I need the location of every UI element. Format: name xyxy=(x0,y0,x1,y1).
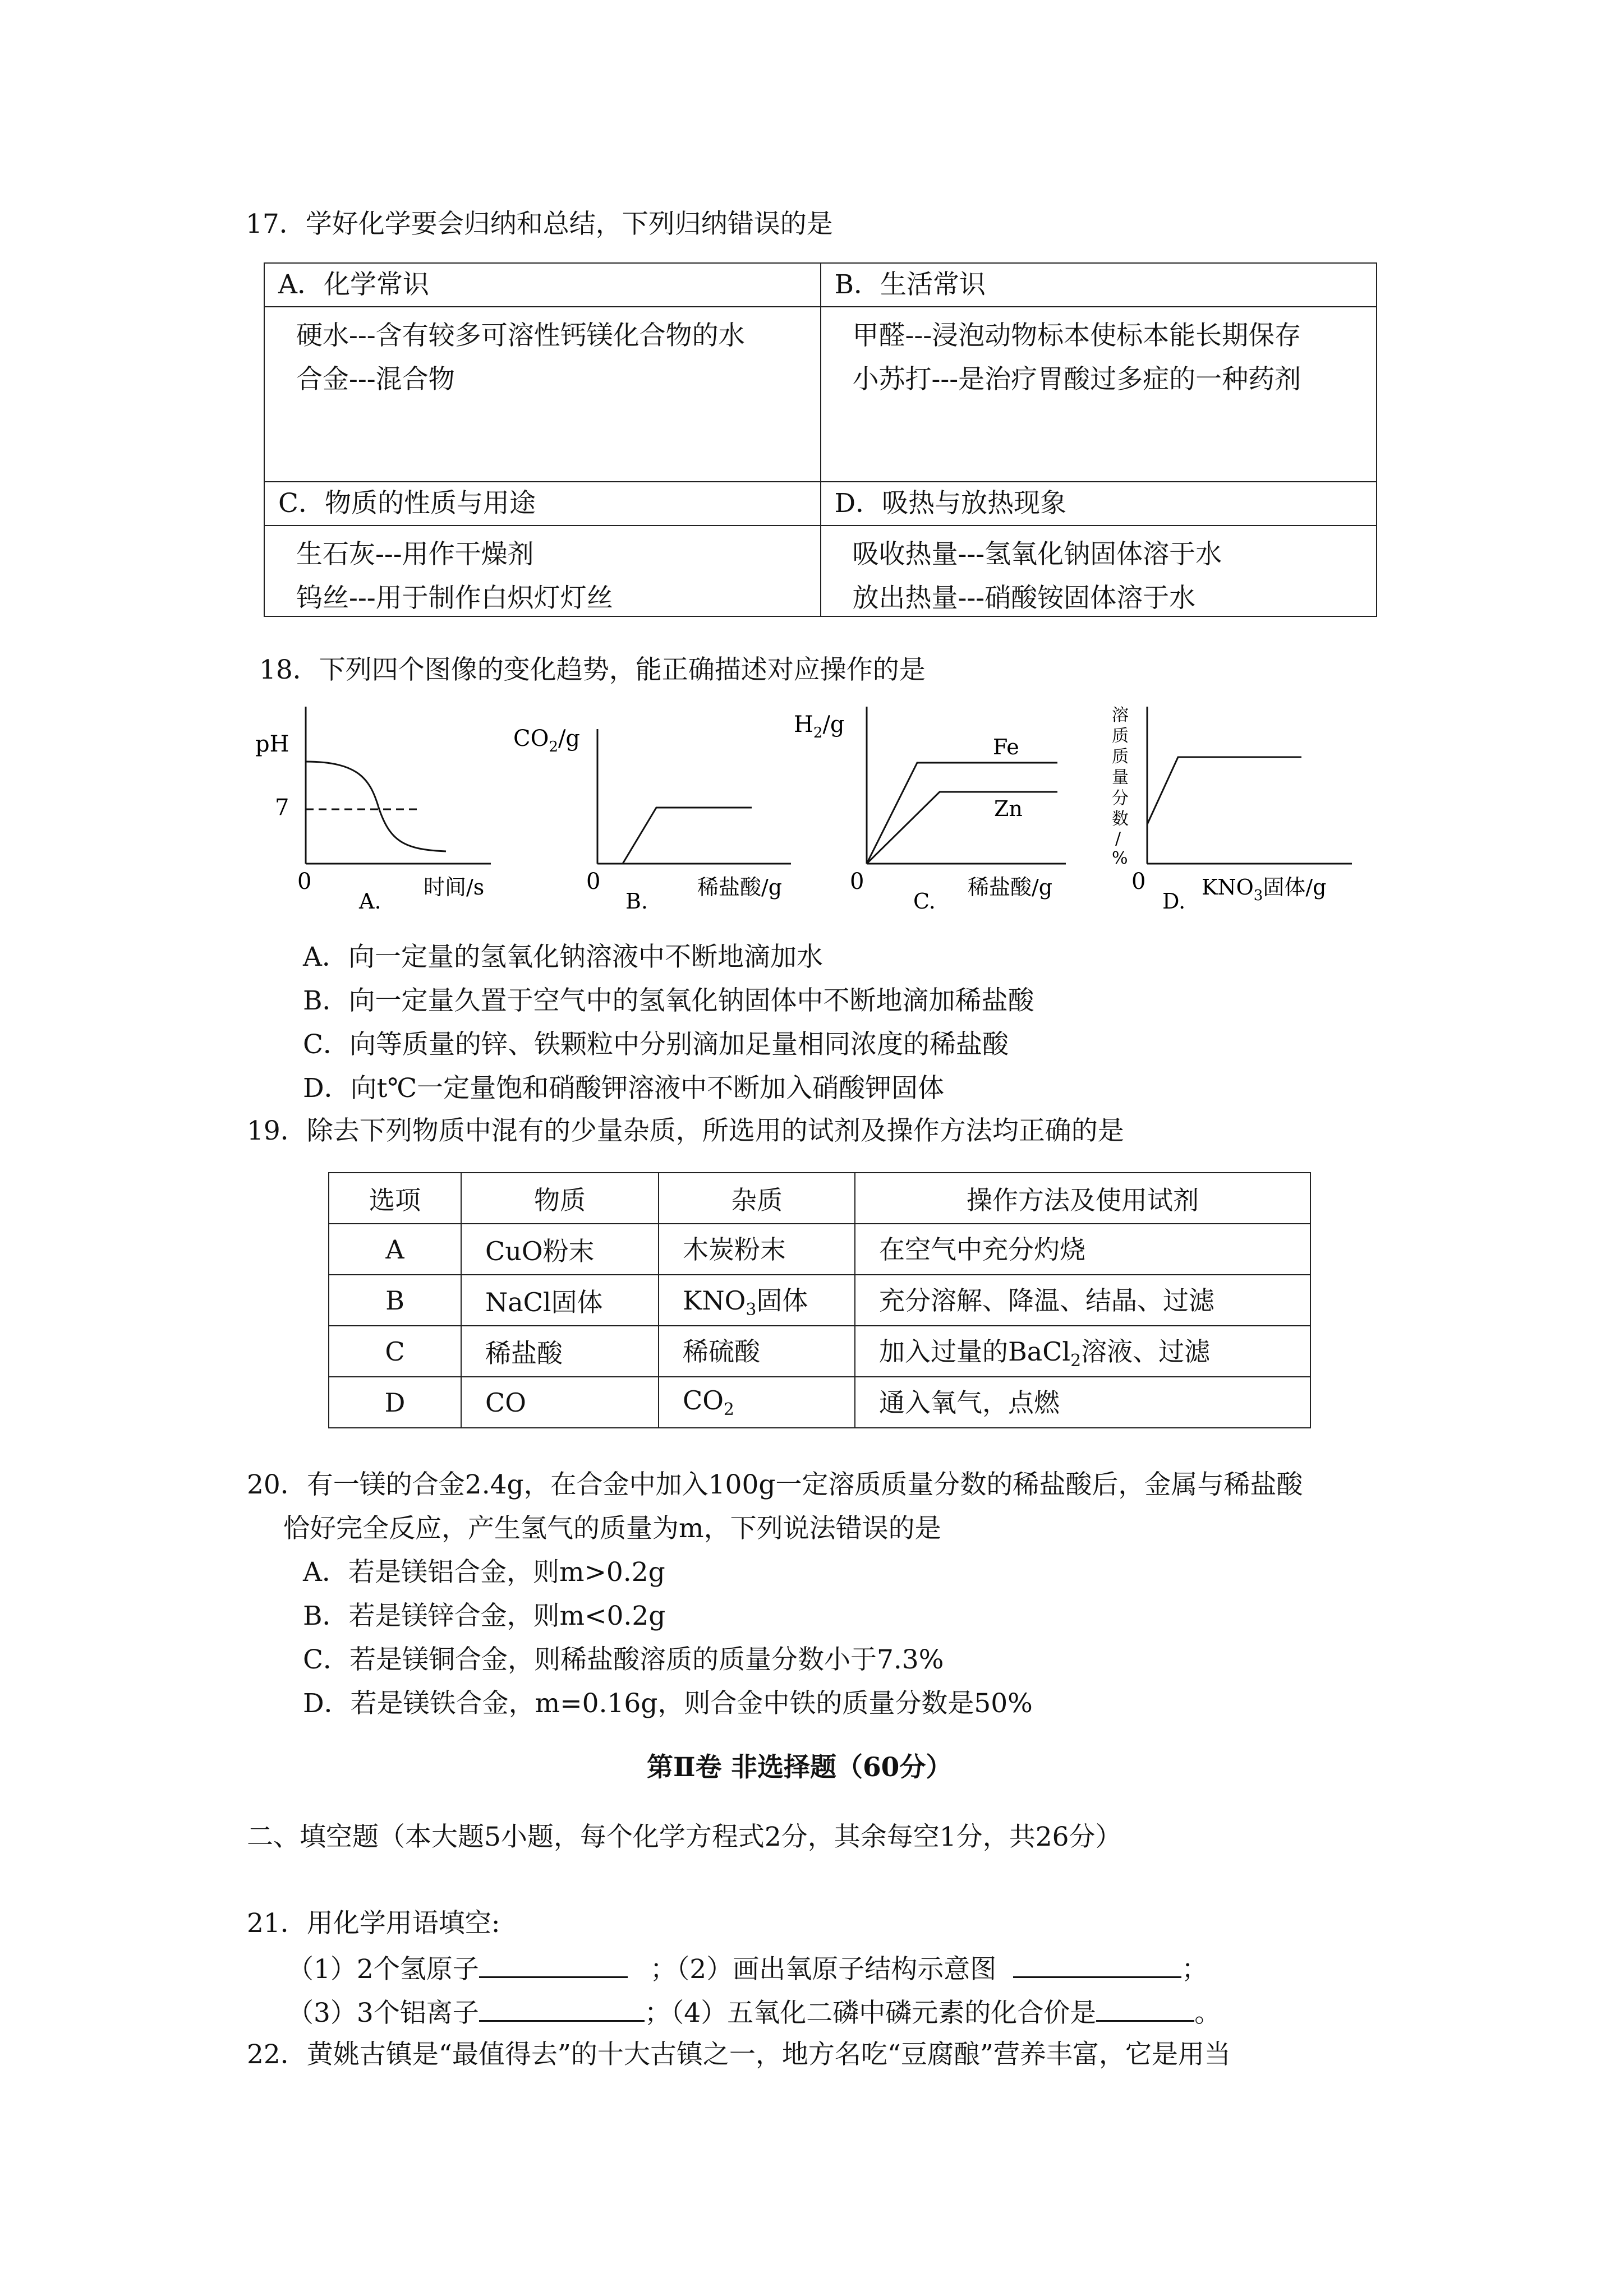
graph-d-letter: D. xyxy=(1162,889,1186,914)
q19-option: A xyxy=(329,1224,461,1275)
q19-table xyxy=(328,1172,1311,1428)
graph-b-letter: B. xyxy=(625,889,648,914)
q17-cell-d xyxy=(821,482,1377,525)
q17-cell-d-line: 吸收热量---氢氧化钠固体溶于水 xyxy=(852,539,1222,570)
q19-option: D xyxy=(329,1377,461,1428)
q19-substance: NaCl固体 xyxy=(461,1275,659,1326)
q18-stem: 18．下列四个图像的变化趋势，能正确描述对应操作的是 xyxy=(259,654,926,685)
svg-text:/: / xyxy=(1115,829,1121,849)
q19-header-row xyxy=(329,1173,1310,1224)
q19-stem: 19．除去下列物质中混有的少量杂质，所选用的试剂及操作方法均正确的是 xyxy=(247,1115,1124,1146)
graph-c-line-fe xyxy=(867,763,1057,864)
graph-d-xlabel: $KNO_3$固体/g xyxy=(1202,875,1327,904)
svg-text:量: 量 xyxy=(1112,768,1129,787)
q17-cell-c-header: C．物质的性质与用途 xyxy=(278,488,536,519)
graph-c-ylabel: $H_2/g$ xyxy=(794,712,845,741)
q21-stem: 21．用化学用语填空: xyxy=(247,1908,500,1939)
svg-text:质: 质 xyxy=(1112,726,1129,746)
table-row xyxy=(329,1377,1310,1428)
q17-cell-c xyxy=(264,482,821,525)
q21-blank-2[interactable] xyxy=(1013,1951,1181,1978)
q20-option-d: D．若是镁铁合金，m=0.16g，则合金中铁的质量分数是50% xyxy=(303,1688,1033,1719)
graph-b-xlabel: 稀盐酸/g xyxy=(697,875,783,900)
graph-d xyxy=(1112,706,1352,914)
section-title: 第Ⅱ卷 非选择题（60分） xyxy=(647,1752,953,1783)
q18-option-b: B．向一定量久置于空气中的氢氧化钠固体中不断地滴加稀盐酸 xyxy=(303,985,1034,1016)
svg-text:质: 质 xyxy=(1112,747,1129,767)
q17-cell-d-header: D．吸热与放热现象 xyxy=(834,488,1067,519)
q17-cell-b-body xyxy=(821,307,1377,482)
q19-impurity: 木炭粉末 xyxy=(659,1224,855,1275)
graph-c-origin: 0 xyxy=(850,869,864,895)
q19-header: 操作方法及使用试剂 xyxy=(855,1173,1310,1224)
graph-a xyxy=(255,707,491,914)
q17-cell-b xyxy=(821,263,1377,307)
q17-stem: 17．学好化学要会归纳和总结，下列归纳错误的是 xyxy=(246,209,833,239)
q17-cell-b-header: B．生活常识 xyxy=(834,269,986,300)
q17-table xyxy=(264,262,1377,617)
graph-b xyxy=(513,726,791,914)
graph-a-ylabel: pH xyxy=(255,731,289,757)
q17-cell-c-line: 钨丝---用于制作白炽灯灯丝 xyxy=(296,583,613,614)
q17-cell-a-header: A．化学常识 xyxy=(278,269,429,300)
q17-cell-a xyxy=(264,263,821,307)
q19-impurity: $CO_2$ xyxy=(659,1377,855,1428)
q19-method: 加入过量的BaCl$_2$溶液、过滤 xyxy=(855,1326,1310,1377)
q17-cell-c-body xyxy=(264,525,821,616)
q19-method: 充分溶解、降温、结晶、过滤 xyxy=(855,1275,1310,1326)
q20-line1: 20．有一镁的合金2.4g，在合金中加入100g一定溶质质量分数的稀盐酸后，金属与稀盐酸 xyxy=(247,1469,1303,1500)
svg-text:溶: 溶 xyxy=(1112,706,1129,725)
graph-a-ytick: 7 xyxy=(275,795,289,820)
q20-line2: 恰好完全反应，产生氢气的质量为m，下列说法错误的是 xyxy=(283,1513,941,1544)
q19-option: B xyxy=(329,1275,461,1326)
q21-line1 xyxy=(287,1951,1208,1986)
q19-header: 选项 xyxy=(329,1173,461,1224)
q21-blank-4[interactable] xyxy=(1096,1994,1194,2022)
q17-cell-a-body xyxy=(264,307,821,482)
graph-d-ylabel xyxy=(1112,706,1129,868)
q17-cell-c-line: 生石灰---用作干燥剂 xyxy=(296,539,534,570)
q17-cell-b-line: 甲醛---浸泡动物标本使标本能长期保存 xyxy=(852,320,1301,351)
q19-method: 在空气中充分灼烧 xyxy=(855,1224,1310,1275)
svg-text:数: 数 xyxy=(1112,809,1129,829)
graph-d-line xyxy=(1147,757,1301,824)
graph-c-letter: C. xyxy=(913,889,936,914)
graph-a-origin: 0 xyxy=(297,869,312,895)
q19-method: 通入氧气，点燃 xyxy=(855,1377,1310,1428)
q19-substance: CuO粉末 xyxy=(461,1224,659,1275)
q19-header: 物质 xyxy=(461,1173,659,1224)
q19-substance: CO xyxy=(461,1377,659,1428)
q21-part3-label: （3）3个铝离子 xyxy=(287,1998,479,2028)
graph-a-xlabel: 时间/s xyxy=(424,875,485,900)
q20-option-c: C．若是镁铜合金，则稀盐酸溶质的质量分数小于7.3% xyxy=(303,1644,944,1675)
q17-cell-a-line: 硬水---含有较多可溶性钙镁化合物的水 xyxy=(296,320,745,351)
svg-text:%: % xyxy=(1112,849,1128,868)
graph-c-xlabel: 稀盐酸/g xyxy=(968,875,1053,900)
q21-line2-tail: 。 xyxy=(1194,1998,1221,2028)
q19-header: 杂质 xyxy=(659,1173,855,1224)
q19-substance: 稀盐酸 xyxy=(461,1326,659,1377)
q17-cell-d-body xyxy=(821,525,1377,616)
q19-impurity: $KNO_3$固体 xyxy=(659,1275,855,1326)
table-row xyxy=(329,1224,1310,1275)
q18-option-c: C．向等质量的锌、铁颗粒中分别滴加足量相同浓度的稀盐酸 xyxy=(303,1029,1009,1060)
svg-text:分: 分 xyxy=(1112,789,1129,808)
graph-a-curve xyxy=(306,762,446,851)
q18-option-a: A．向一定量的氢氧化钠溶液中不断地滴加水 xyxy=(303,942,823,972)
q21-line2 xyxy=(287,1994,1221,2030)
q18-option-d: D．向t℃一定量饱和硝酸钾溶液中不断加入硝酸钾固体 xyxy=(303,1073,945,1104)
graph-c-line-zn xyxy=(867,792,1057,864)
graph-b-ylabel: $CO_2/g$ xyxy=(513,726,581,755)
q20-option-b: B．若是镁锌合金，则m<0.2g xyxy=(303,1601,666,1631)
graph-b-origin: 0 xyxy=(586,869,601,895)
graph-c xyxy=(794,707,1066,914)
graph-d-origin: 0 xyxy=(1131,869,1146,895)
q18-graphs xyxy=(236,695,1402,925)
graph-c-series-zn: Zn xyxy=(994,796,1023,821)
graph-a-letter: A. xyxy=(359,889,381,914)
q17-cell-b-line: 小苏打---是治疗胃酸过多症的一种药剂 xyxy=(852,364,1301,395)
graph-c-series-fe: Fe xyxy=(993,735,1019,759)
q21-line1-tail: ； xyxy=(1181,1954,1208,1985)
table-row xyxy=(329,1275,1310,1326)
q21-part2-label: ；（2）画出氧原子结构示意图 xyxy=(650,1954,997,1985)
q19-impurity: 稀硫酸 xyxy=(659,1326,855,1377)
q20-option-a: A．若是镁铝合金，则m>0.2g xyxy=(303,1557,665,1588)
q21-part1-label: （1）2个氢原子 xyxy=(287,1954,479,1985)
q17-cell-a-line: 合金---混合物 xyxy=(296,364,455,395)
q19-option: C xyxy=(329,1326,461,1377)
graph-b-line xyxy=(623,808,752,864)
q21-blank-1[interactable] xyxy=(479,1951,628,1978)
q21-part4-label: ；（4）五氧化二磷中磷元素的化合价是 xyxy=(644,1998,1097,2028)
q17-cell-d-line: 放出热量---硝酸铵固体溶于水 xyxy=(852,583,1196,614)
q21-blank-3[interactable] xyxy=(479,1994,645,2022)
table-row xyxy=(329,1326,1310,1377)
q22-text: 22．黄姚古镇是“最值得去”的十大古镇之一，地方名吃“豆腐酿”营养丰富，它是用当 xyxy=(247,2039,1231,2070)
section-part-heading: 二、填空题（本大题5小题，每个化学方程式2分，其余每空1分，共26分） xyxy=(247,1822,1122,1852)
